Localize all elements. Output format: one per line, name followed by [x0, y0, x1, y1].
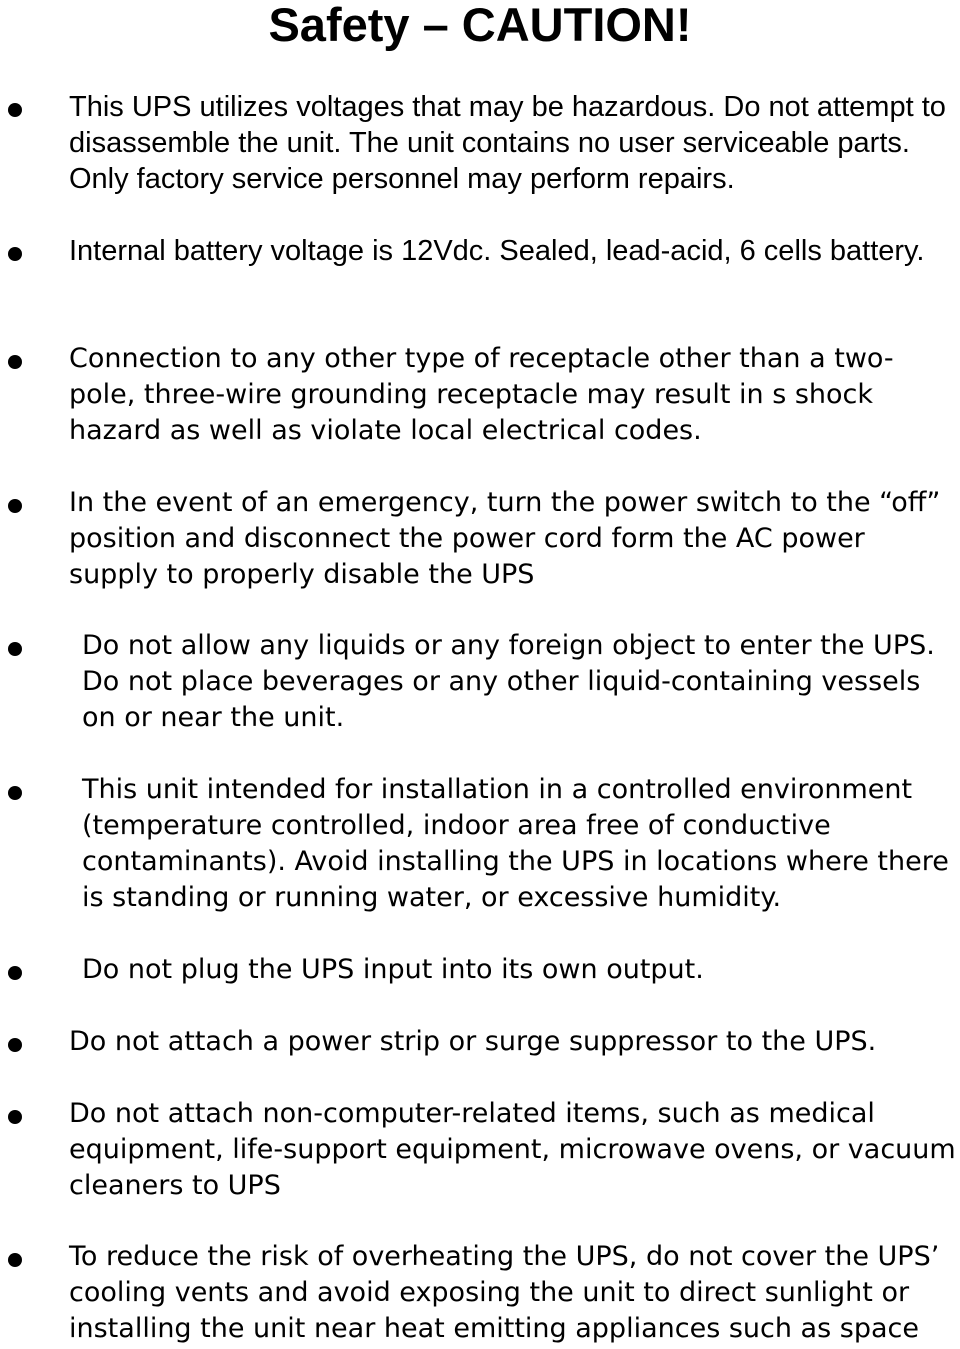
list-item-text: This UPS utilizes voltages that may be hazardous. Do not attempt to disassemble the unit. The unit contains no user serviceable parts. Only factory service personnel may perform repairs.	[69, 91, 946, 195]
bullet-icon	[8, 966, 22, 980]
list-item-text: This unit intended for installation in a controlled environment (temperature controlled, indoor area free of conductive contaminants). Avoid installing the UPS in locations where there is standing or running water, or excessive humidity.	[82, 774, 949, 913]
list-item-text: Do not attach non-computer-related items, such as medical equipment, life-support equipment, microwave ovens, or vacuum cleaners to UPS	[69, 1098, 956, 1201]
list-item-text: To reduce the risk of overheating the UPS, do not cover the UPS’ cooling vents and avoid exposing the unit to direct sunlight or installing the unit near heat emitting appliances such as space	[69, 1241, 940, 1344]
list-item-text: Connection to any other type of receptacle other than a two-pole, three-wire grounding receptacle may result in s shock hazard as well as violate local electrical codes.	[69, 343, 894, 446]
bullet-icon	[8, 355, 22, 369]
page-title: Safety – CAUTION!	[268, 0, 692, 51]
bullet-icon	[8, 642, 22, 656]
bullet-icon	[8, 247, 22, 261]
list-item-text: Do not plug the UPS input into its own output.	[82, 954, 704, 985]
bullet-icon	[8, 499, 22, 513]
bullet-icon	[8, 103, 22, 117]
bullet-icon	[8, 1110, 22, 1124]
list-item-text: Do not attach a power strip or surge suppressor to the UPS.	[69, 1026, 877, 1057]
bullet-icon	[8, 786, 22, 800]
bullet-icon	[8, 1038, 22, 1052]
list-item-text: In the event of an emergency, turn the power switch to the “off” position and disconnect the power cord form the AC power supply to properly disable the UPS	[69, 487, 941, 590]
bullet-icon	[8, 1253, 22, 1267]
list-item-text: Do not allow any liquids or any foreign object to enter the UPS. Do not place beverages or any other liquid-containing vessels on or near the unit.	[82, 630, 935, 733]
list-item-text: Internal battery voltage is 12Vdc. Sealed, lead-acid, 6 cells battery.	[69, 235, 925, 267]
